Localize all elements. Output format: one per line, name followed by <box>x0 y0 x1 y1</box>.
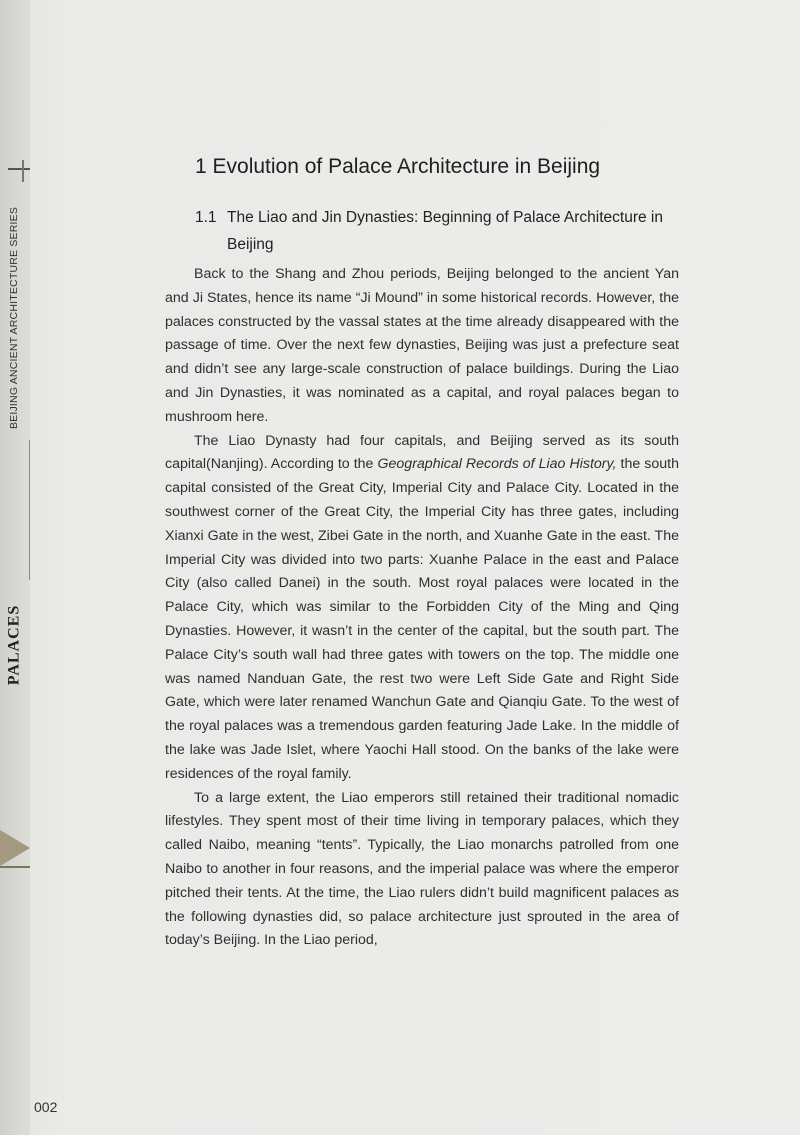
book-title: Geographical Records of Liao History, <box>377 456 617 473</box>
section-heading <box>195 204 685 258</box>
margin-tick-mark <box>8 168 30 170</box>
series-label-container <box>4 195 24 440</box>
series-label: BEIJING ANCIENT ARCHITECTURE SERIES <box>8 206 21 429</box>
page-number: 002 <box>34 1099 58 1115</box>
body-text <box>165 263 679 953</box>
paragraph-2-part-2: the south capital consisted of the Great City, Imperial City and Palace City. Located in the southwest corner of the Great City, the Imperial City has three gates, including Xianxi Gate in the west, Zibei Gate in the north, and Xuanhe Gate in the east. The Imperial City was divided into two parts: Xuanhe Palace in the east and Palace City (also called Danei) in the south. Most royal palaces were located in the Palace City, which was similar to the Forbidden City of the Ming and Qing Dynasties. However, it wasn’t in the center of the capital, but the south part. The Palace City’s south wall had three gates with towers on the top. The middle one was named Nanduan Gate, the rest two were Left Side Gate and Right Side Gate, which were later renamed Wanchun Gate and Qianqiu Gate. To the west of the royal palaces was a tremendous garden featuring Jade Lake. In the middle of the lake was Jade Islet, where Yaochi Hall stood. On the banks of the lake were residences of the royal family. <box>165 456 679 782</box>
paragraph-1: Back to the Shang and Zhou periods, Beijing belonged to the ancient Yan and Ji States, hence its name “Ji Mound” in some historical records. However, the palaces constructed by the vassal states at the time already disappeared with the passage of time. Over the next few dynasties, Beijing was just a prefecture seat and didn’t see any large-scale construction of palace buildings. During the Liao and Jin Dynasties, it was nominated as a capital, and royal palaces began to mushroom here. <box>165 266 679 425</box>
margin-wedge-line <box>0 866 30 868</box>
chapter-heading: 1 Evolution of Palace Architecture in Beijing <box>195 155 601 178</box>
section-title: The Liao and Jin Dynasties: Beginning of Palace Architecture in Beijing <box>227 209 663 253</box>
margin-divider <box>29 440 30 580</box>
side-margin-strip <box>0 0 30 1135</box>
paragraph-2-part-1: The Liao Dynasty had four capitals, and Beijing served as its south capital(Nanjing). According to the <box>165 432 679 473</box>
paragraph-3: To a large extent, the Liao emperors still retained their traditional nomadic lifestyles. They spent most of their time living in temporary palaces, which they called Naibo, meaning “tents”. Typically, the Liao monarchs patrolled from one Naibo to another in four reasons, and the imperial palace was where the emperor pitched their tents. At the time, the Liao rulers didn’t build magnificent palaces as the following dynasties did, so palace architecture just sprouted in the area of today’s Beijing. In the Liao period, <box>165 789 679 949</box>
section-label-container <box>2 600 26 690</box>
section-label: PALACES <box>5 604 22 686</box>
section-number: 1.1 <box>195 209 217 226</box>
margin-wedge-decoration <box>0 830 30 866</box>
margin-tick-mark-vertical <box>22 160 24 182</box>
paragraph-2 <box>165 430 679 787</box>
